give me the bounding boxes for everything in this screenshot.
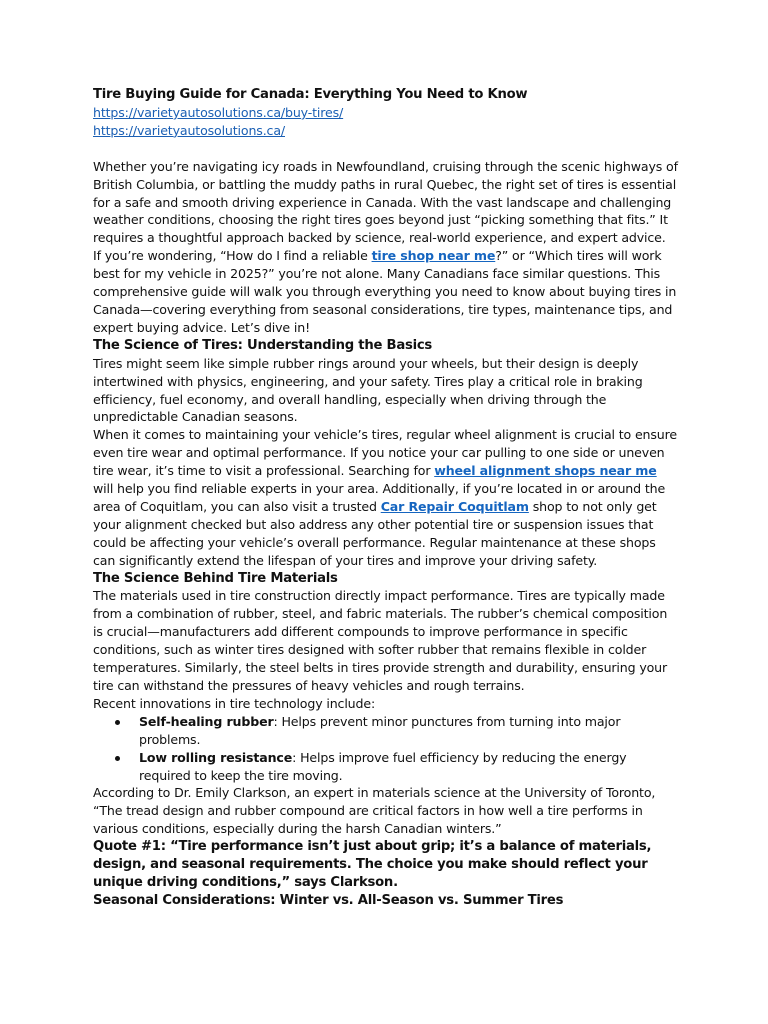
document-page (93, 86, 679, 910)
list-item-term: Low rolling resistance (139, 749, 293, 765)
document-title: Tire Buying Guide for Canada: Everything You Need to Know (93, 87, 528, 102)
innovations-intro: Recent innovations in tire technology include: (93, 695, 376, 711)
section-heading-tire-materials: The Science Behind Tire Materials (93, 570, 338, 586)
section-heading-seasonal: Seasonal Considerations: Winter vs. All-Season vs. Summer Tires (93, 892, 564, 908)
car-repair-coquitlam-link[interactable]: Car Repair Coquitlam (380, 498, 529, 514)
list-item (139, 713, 679, 749)
alignment-text-after: shop to not only get your alignment checked but also address any other potential tire or suspension issues that could be affecting your vehicle’s overall performance. Regular maintenance at these shops can significantly extend the lifespan of your tires and improve your driving safety. (93, 498, 657, 568)
list-item-desc: : Helps prevent minor punctures from turning into major problems. (139, 713, 621, 747)
intro-text-before: If you’re wondering, “How do I find a reliable (93, 248, 372, 264)
basics-paragraph-1: Tires might seem like simple rubber rings around your wheels, but their design is deeply intertwined with physics, engineering, and your safety. Tires play a critical role in braking efficiency, fuel economy, and overall handling, especially when driving through the unpredictable Canadian seasons. (93, 355, 643, 425)
expert-paragraph: According to Dr. Emily Clarkson, an expert in materials science at the University of Toronto, “The tread design and rubber compound are critical factors in how well a tire performs in various conditions, especially during the harsh Canadian winters.” (93, 785, 656, 837)
tire-shop-near-me-link[interactable]: tire shop near me (371, 248, 496, 264)
intro-paragraph-2 (93, 247, 679, 337)
blank-line (93, 140, 679, 158)
alignment-text-before: When it comes to maintaining your vehicle’s tires, regular wheel alignment is crucial to ensure even tire wear and optimal performance. If you notice your car pulling to one side or uneven tire wear, it’s time to visit a professional. Searching for (93, 427, 677, 479)
section-heading-tire-basics: The Science of Tires: Understanding the Basics (93, 337, 433, 353)
list-item-desc: : Helps improve fuel efficiency by reducing the energy required to keep the tire moving. (139, 749, 627, 783)
homepage-url-link[interactable]: https://varietyautosolutions.ca/ (93, 122, 285, 138)
intro-text-after: ?” or “Which tires will work best for my vehicle in 2025?” you’re not alone. Many Canadians face similar questions. This comprehensive guide will walk you through everything you need to know about buying tires in Canada—covering everything from seasonal considerations, tire types, maintenance tips, and expert buying advice. Let’s dive in! (93, 248, 677, 335)
buy-tires-url-link[interactable]: https://varietyautosolutions.ca/buy-tires/ (93, 104, 344, 120)
innovations-list (93, 713, 679, 785)
intro-paragraph-1: Whether you’re navigating icy roads in Newfoundland, cruising through the scenic highways of British Columbia, or battling the muddy paths in rural Quebec, the right set of tires is essential for a safe and smooth driving experience in Canada. With the vast landscape and challenging weather conditions, choosing the right tires goes beyond just “picking something that fits.” It requires a thoughtful approach backed by science, real-world experience, and expert advice. (93, 158, 678, 246)
alignment-text-middle: will help you find reliable experts in your area. Additionally, if you’re located in or around the area of Coquitlam, you can also visit a trusted (93, 481, 666, 514)
materials-paragraph: The materials used in tire construction directly impact performance. Tires are typically made from a combination of rubber, steel, and fabric materials. The rubber’s chemical composition is crucial—manufacturers add different compounds to improve performance in specific conditions, such as winter tires designed with softer rubber that remains flexible in colder temperatures. Similarly, the steel belts in tires provide strength and durability, ensuring your tire can withstand the pressures of heavy vehicles and rough terrains. (93, 588, 668, 693)
wheel-alignment-shops-link[interactable]: wheel alignment shops near me (434, 463, 657, 479)
alignment-paragraph (93, 426, 679, 569)
list-item (139, 749, 679, 785)
quote-1: Quote #1: “Tire performance isn’t just about grip; it’s a balance of materials, design, and seasonal requirements. The choice you make should reflect your unique driving conditions,” says Clarkson. (93, 839, 652, 890)
list-item-term: Self-healing rubber (139, 713, 274, 729)
